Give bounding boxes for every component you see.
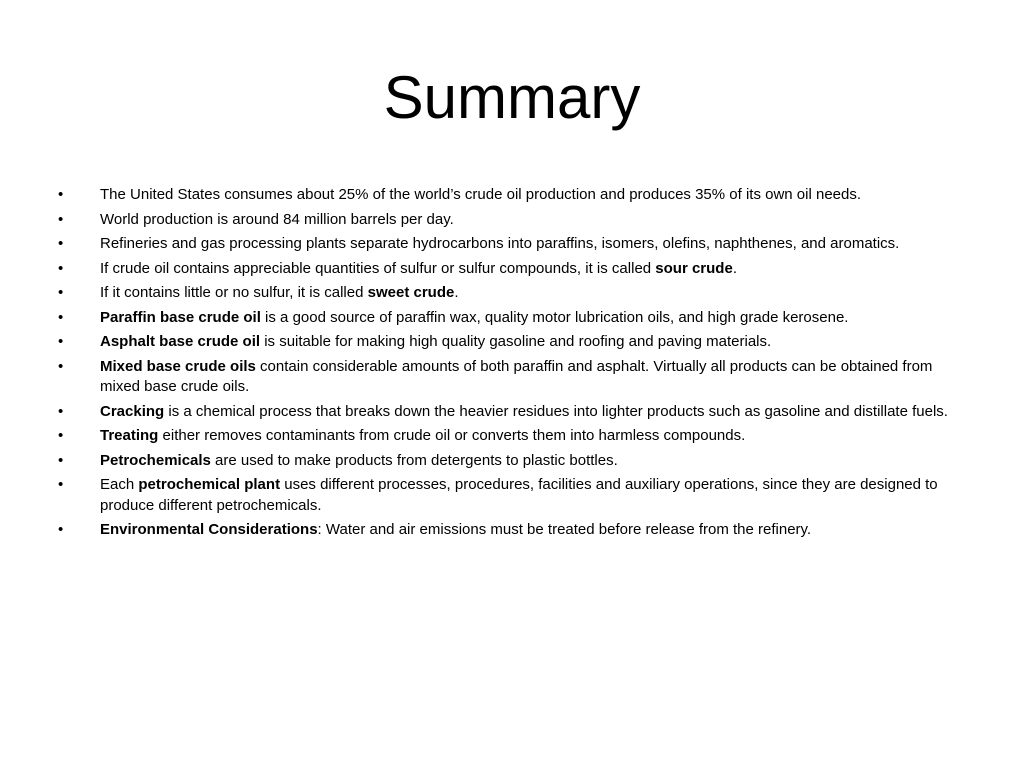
bullet-dot-icon: • [58,308,64,326]
bullet-dot-icon: • [58,476,64,493]
bullet-item [58,210,968,231]
bullet-item [58,357,968,398]
bullet-dot-icon: • [58,259,64,277]
bullet-text [100,309,848,326]
bullet-item [58,451,968,472]
bullet-text [100,186,861,203]
bullet-item [58,283,968,304]
bullet-dot-icon: • [58,451,64,469]
bullet-term: sour crude [655,259,733,277]
bullet-text-run: Refineries and gas processing plants separate hydrocarbons into paraffins, isomers, olefins, naphthenes, and aromatics. [100,235,900,252]
bullet-text-run: . [454,284,459,301]
bullet-text [100,358,932,396]
bullet-text [100,235,899,252]
bullet-text-run: . [732,259,737,277]
bullet-term: Treating [100,427,159,444]
bullet-item [58,475,968,516]
bullet-item [58,308,968,329]
bullet-dot-icon: • [58,186,64,203]
bullet-text [100,260,737,277]
bullet-item [58,520,968,541]
bullet-term: Petrochemicals [100,451,211,469]
bullet-term: petrochemical plant [138,476,281,493]
bullet-text-run: The United States consumes about 25% of the world’s crude oil production and produces 35% of its own oil needs. [100,186,862,203]
bullet-item [58,426,968,447]
bullet-dot-icon: • [58,427,64,444]
bullet-item [58,332,968,353]
bullet-text [100,333,771,350]
bullet-dot-icon: • [58,235,64,252]
bullet-text-run: If crude oil contains appreciable quantities of sulfur or sulfur compounds, it is called [100,259,656,277]
bullet-dot-icon: • [58,333,64,350]
bullet-item [58,259,968,280]
bullet-term: Environmental Considerations [100,521,318,538]
bullet-text [100,521,811,538]
bullet-dot-icon: • [58,210,64,228]
bullet-text-run: uses different processes, procedures, facilities and auxiliary operations, since they are designed to produce different petrochemicals. [100,476,938,514]
bullet-text-run: If it contains little or no sulfur, it is called [100,284,368,301]
bullet-text [100,211,454,228]
bullet-text-run: is a chemical process that breaks down the heavier residues into lighter products such as gasoline and distillate fuels. [164,402,948,420]
bullet-item [58,234,968,255]
bullet-dot-icon: • [58,521,64,538]
bullet-text [100,476,938,514]
bullet-text-run: either removes contaminants from crude oil or converts them into harmless compounds. [158,427,746,444]
bullet-dot-icon: • [58,284,64,301]
bullet-text-run: contain considerable amounts of both paraffin and asphalt. Virtually all products can be obtained from mixed base crude oils. [100,357,933,395]
bullet-text-run: is suitable for making high quality gasoline and roofing and paving materials. [260,333,772,350]
bullet-text [100,403,948,420]
bullet-term: Cracking [100,402,165,420]
bullet-list [58,185,968,545]
bullet-dot-icon: • [58,402,64,420]
bullet-text-run: is a good source of paraffin wax, quality motor lubrication oils, and high grade kerosene. [260,308,849,326]
slide-title: Summary [383,64,641,131]
bullet-text-run: : Water and air emissions must be treated before release from the refinery. [317,521,812,538]
bullet-text-run: World production is around 84 million barrels per day. [100,210,454,228]
bullet-item [58,402,968,423]
bullet-term: Mixed base crude oils [100,357,256,375]
bullet-term: Paraffin base crude oil [100,308,261,326]
bullet-text [100,427,745,444]
bullet-dot-icon: • [58,357,64,375]
bullet-text-run: are used to make products from detergents to plastic bottles. [210,451,618,469]
bullet-text-run: Each [100,476,139,493]
bullet-text [100,452,618,469]
bullet-text [100,284,459,301]
bullet-term: Asphalt base crude oil [100,333,261,350]
bullet-term: sweet crude [367,284,455,301]
bullet-item [58,185,968,206]
